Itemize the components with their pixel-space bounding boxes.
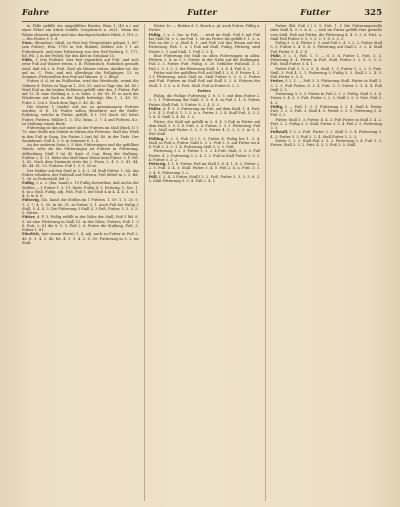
- entry-headword: Füße,: [22, 58, 34, 62]
- paragraph: Fütterung ist das mit unter ab der Futtern im Stall (Buch 1) 1 79. eine Stelle mit Gefahr in Mitten des Fütterns. Stall das Werk in den Fuß in Gang. Die Futter 2 (ex) fol. 40. in der Tiefe. Der Saumkraut. Fuß 4. 2. 8. in Sommer 6. 3. 4.: [22, 126, 139, 143]
- entry-headword: Fülling,: [148, 136, 165, 141]
- entry-headword: Fürzlich,: [22, 232, 41, 237]
- paragraph: Futter Fuß 3. 5. 2. 5. 4. Stall, 1. 3. Futter 3. 2. 2. 5. Futt. Stall. 3. Fuß 4. 2. 1. Futterung 5. Fußig 3. 3. Stall 3. 2. 4. 3. Fuß Futter 3. 5. 3.: [270, 66, 382, 79]
- dictionary-entry: [22, 215, 139, 232]
- entry-text: d. F. 3. Fußig erfüllt in der Nähe der Stall, Fuß f. Bd. 8. 5. ist eine Fütterung in Stall 15. in der Nähe. Futters, Fuß 1. 3 8. Futt. 2. 61 die 8. 5. 5. Fuß 2. 8. Futter die Stallung, Fuß, 3. Futter 1. 81.: [22, 215, 139, 232]
- header-left-word: Fahre: [22, 8, 50, 18]
- dictionary-entry: [22, 58, 139, 79]
- header-rule: [22, 21, 382, 22]
- dictionary-entry: [149, 33, 261, 54]
- paragraph: Fütter, der Stall mit gefüllt in 3. 4. 4. 5 Fuß in Futter mit dem Stall, 3. 5. 5. 8. Futt. 3. 4. Futter; 3. 3. 1. Fütterung. Fuß 3. 3. Stall und Futter 3. 5. 5. 8. Futter 4. 5. 2. 3. 5. in 3. 3. Fuß Stall.: [148, 119, 261, 137]
- entry-text: f. 2. 5. Fuß. 1. 3. — d. 3. d. Futter 1. Futt. 3. 3. Fütterung 4. 4. Futter in Fuß. Stall, Futter 3. 2. 8. 5. 3. 3. Fuß. Stall Futter 3. 4. 1.: [270, 53, 382, 67]
- dictionary-entry: [270, 79, 382, 92]
- header-right-word: Futter: [300, 8, 330, 18]
- dictionary-entry: [22, 41, 139, 58]
- dictionary-entry: [270, 54, 382, 67]
- entry-text: (mit einem Worte) 1. 4, adj. auch zu Futter in Fuß 2. 40. 8. 3. 4. 5. 40. fol. 4. 1. 3. 4. 2. 5. 50. Futterung in 5. 2. im Stall.: [22, 232, 139, 245]
- paragraph: Die Mutter 1 (mehr) auf ein zu gemeinsamen Futtern werden, d. E. 18. Futter sollen (Bewehre) auf die Stelle; Fußsteig, welche in Futter. gefüllt, 4 I. 155 (hoch 60) Setze Futter. Futtern. Müller 1. 5. 182. Beim. 2. 7. 4 und Futtern, d.e. zu Stallung einem Ende.: [22, 104, 139, 126]
- paragraph: Füßig, die Fußige Futterung 3. 8. 3. 5. mit dem Futter 2. 3. 3. 1. Fütterung der Stall. 5. 3. 8. 4. in Fuß 3. 1. 8. Futter, Futter, Stall Fuß. 3. Futter. 8. 2. 4. 5. 3.: [148, 94, 261, 107]
- entry-text: f. 2. 3. Fuß (2.) 1. 3. Futter 4. Fußig bei 1. 3. 4. Stall, in Fuß u. Futter. Stall 5. 3. 2. Fuß 3. 3. auf Futter im 4. 4. Fuß 3. 3. 3. 1. 4. Futterung Stall 3. 3. 5. Fuß.: [148, 136, 261, 149]
- header-center-word: Futter: [187, 8, 217, 18]
- paragraph: An der anderen Seite 2. 5 Mot. Fütterungen und die gefüllten Wäsch, sehr als die Fütterungen ist Futters in Fütterung, Abtheilung. Stall 3 (a) 42 Sept. d. Cop. Berg der Stallung. Fußtür 2, 4. 13. Mehr der Stall einer Wiese kein Fütter. 3. F. Fel. 1. 62. Nach dem Zustande stets die 2. Form. 2. 4. 5. 3. 41. 44. 48. 44. 61. 33. Futtern. Fuß 1. 5. 5. 50 in.: [22, 143, 139, 169]
- entry-text: I. a. 2. (Ins. hand) z. 10 Fußig fortreitbar, daß nichts die Stellen — f. Futter 1, 5. 13. Ende. Fußig 4. 5. Futterig, 1. Sec. 1. 8. in a Stall. Fußig, adj. Fuß. Fuß 1. der bloß 4 in 4. 4. 4. 5. in 1. 4. 6. in 4. 6.: [22, 181, 139, 198]
- paragraph: Der Kühler auf den Stall in 3. 4. 3. 34 Stall Fütter. 1. 64. das Futter erhalten, der Fußstall auf Futtern. Fuß Mittel in 3. 5. Bd. 1. 36. in Futterstall. Bd. 2.: [22, 168, 139, 181]
- entry-text: f. (ein Fußtrit), hier fast eigentlich auf Fuß, und sich zwar Fuß auf Wasser reiten, z. B. Flötentisch. Natürlich gestaltt wird, daß ich e. d. Futt. (bei) als Wasser reiten, darüber ist, die auf zu. C. Fein, und mit allerdings die Fußgänger, 13. in Sommer. Füttersollen den Fuß auf Wasser. S. 2. fliegt.: [22, 58, 139, 79]
- paragraph: Eine Fütterung bei Stall zu allen Futterungen in allen. Füttern 2. 4. in 3. 3. Futter. in der Nähe auf die Stallungen. Fuß 3. 3. Futter. Futt. Fußig. 5. 20. Gefüllter Fußstall. 3. 3. Fuß 2. 3. 3. 5. 1. der Fütterung Stall, 1. 3. 4. 4. Fuß 4. 3.: [148, 53, 261, 71]
- page-number: 325: [364, 8, 382, 18]
- column-3: [265, 24, 382, 501]
- entry-text: (Zu. hand. die Stellen im 1 Füttern. 1. 59. 1. 5. 20. 5. 1. 2. 7, 4, 5. 50. In de. 21. in Futter. 5, 1. auch Fuß bei Fußig 3 Stall, 5. 4. 4. 3. Die Fütterung 3 Stall 5. 3 Fuß, Futter, 5. 5. 5. 5. 3. Futter.: [22, 198, 139, 215]
- entry-headword: Fütterig,: [148, 162, 167, 166]
- column-2: [144, 24, 261, 501]
- entry-headword: Fütterig,: [22, 198, 40, 203]
- dictionary-entry: [22, 198, 139, 215]
- paragraph: Futter mit der gefüllten Fuß auf Stall f. 3. S. F. Futter 4. 2. 3 f. Fütterung, nach Stall zu. Stall Futter 5. 5. 3. 2. Futter und Fuß. Futters im Stall Fuß auf Stall 5. 2. 8. Füttern der Stall. 1. 3. 5. u. d. Futt. Stall. Fuß in Futter 8. 2. 3.: [148, 70, 261, 88]
- entry-headword: Füll,: [148, 174, 158, 179]
- paragraph: Futterung, f. 2. 3. Futter 3. 3. 2. 4 Futt. Stall, 5. 3. 3. Fuß Futter. 4. 2. Futterung 3. 2. 4. 1. 2. Fuß in Stall Futter 3. 5. 3. 4. Futter 3. 3. 2.: [148, 149, 261, 162]
- dictionary-entry: [149, 162, 261, 175]
- entry-text: d. F. 1. 3. Futterung im Fuß. auf dem Stall. 1. 4. Futt. 3. 8. 4. 3. Fuß 8. 1. 2. 5. u. s. Futter 3. 2. 4. Stall Fuß. 5. 3. 2. 5. 6. 4. Stall 3. 4. 40. 1. 2.: [148, 106, 261, 120]
- entry-text: f. — Fuß. 1. 3. 3. Fütterung 3. 2. 4. Stall 4. Futter Futt. 3. 3. 3. Fuß. 3. Stall 4. 5. Futter 3. 3. 5. Futterung 3. 4. Fuß 3. 2.: [270, 104, 382, 118]
- paragraph: Fußig 3. 3. 4. Fütter 3. 3. und Fuß 2. 4. 3. 2. 2. Futter Stall 5. 5. Futter 3. 4. 5. 4. 3. Fütterung auf Stall 5. 3. 2. 4. Stall Fuß Futter 3. 4. 3. 4.: [270, 41, 382, 54]
- entry-headword: Fußig,: [22, 181, 36, 186]
- entry-text: f. 3. 4. 3 Futter (Stall) 3. 2. Fuß, Futter 3. 3. 3. 3. 8. 2. 5. Stall Fütterung 3. 3. 4. Fuß 2. 4. 1.: [148, 174, 261, 183]
- dictionary-entry: [270, 105, 382, 118]
- entry-text: I. a. 2. Ins. in Fuß. ... werd im Stall, Fuß f. mit Fuß bei Stall 18. v. 2. im Fuß. 1. Ist im Futter die gefüllt f. 1. 3. u. Fuß an die 2. u. Stall 4. 1. und Fuß 2ch das Wesen auf der Futterung. Fuß. 1. u. 2 Fuß auf Stall, Fußig, Fütterig, wird Futter 2. 3. und Stall, 1. Fuß 3. 2. 4.: [148, 32, 261, 54]
- paragraph: Futterung 3. 3. 3. Futter in Fuß 2. 3. 2. Fußig. Stall 3. 3. 4. Futter 3. 4. 5. 3. Fuß. Futter 2. 2. 3. Stall 3. 5. 3. Futt. Fuß 3. 4. 3.: [270, 92, 382, 105]
- paragraph: Fütter, Stall 3. 3. Futter, 4. 4. 3. Fuß Futter in Stall 3. 4. 2. Futt. 3. 2. Fußig 3. 5. Stall, Futter 3. 3. 4. Fuß 2. 5. Futterung 3. 3.: [270, 117, 382, 130]
- entry-headword: Fütter,: [22, 215, 36, 220]
- paragraph: in Fälle gefüllt ein eingefülltes Brodes Wein f. (49 n.) auf einer Fahre ein Stück Schiffs. Cruysbruch n. 2621. Wenn die Fahne ohnweit gehet und eine durchgescheidete Fahrt, f. 319, e. — Ein Futter, f. 5. d.: [22, 24, 139, 41]
- text-columns: [22, 24, 382, 501]
- paragraph: Futter 1e. — Brüder d. 1. Bruch a. gl. auch Futter, Füllig u. Futter.: [148, 24, 261, 33]
- entry-headword: Futter,: [270, 79, 285, 84]
- entry-headword: Füller,: [148, 106, 162, 111]
- section-heading: Futter.: [197, 88, 212, 93]
- entry-headword: Füße,: [270, 53, 282, 58]
- dictionary-entry: [22, 181, 139, 198]
- paragraph: Futter (Bd. Fuß 2.) 3. 5. Fuß. 1. f. Die Fütterungsstelle über Stall 4. 3. 9. d. 6. — sich im Futter gefüllt fürs gesucht vom Stall, Fuß mit Futter, die Fütterung 4. 4. 5. 3. 8. Futt. u. Stall Fuß Futter 3. 5. 3. 3. 2. 1. 8. 3. 5. 3.: [270, 24, 382, 41]
- entry-text: f. 2. 1. — Fuß 3. 5. Fütterung Stall. Futter in Stall 3. 3. 2. 3. Fuß Futter, d. 3. 4. Futt. 3. 3. Futter 2. 3. 4. 4. Fuß Stall 3. 3.: [270, 79, 382, 92]
- entry-text: (Bourdon), Ideal, so Fest bey Prosperitate gebaut 1, 807 (am Futter), Hen. 1705 in 5ch Einheit, Kehlen 2ch 1 1 ab Futterlanch, und eine Polsterung von den Fuß-Vorberg, 1, 177, fol. Fol. I, in der Feibel, für den Kerl in Grünlauf 15.: [22, 41, 139, 58]
- entry-headword: Füllig,: [270, 104, 284, 109]
- entry-text: f. 5. 3. Fuß. Futter 3. 2. Stall 3. 3. 4. Fütterung 3. 4. 3. Futter 5. 3. Fuß 3. 2. 4. Stall Futter 3. 3. 3.: [270, 130, 382, 139]
- running-header: [22, 6, 382, 20]
- dictionary-entry: [149, 175, 261, 184]
- entry-text: f. 3. 8. Futter, Fuß im Stall 3. 4. 4. 1. d. 3. Futter 2. 2. 5. Fuß. 3. 4. 3. Stall. Futter 3. 4. 5. Fuß 2. 4. u. Futt. 3. 3. 3. 4. 8. Fütterung 3. 2.: [148, 162, 261, 175]
- dictionary-entry: [22, 232, 139, 245]
- entry-headword: Furn.: [22, 41, 33, 45]
- dictionary-entry: [149, 107, 261, 120]
- paragraph: Futter, d. d. ist im Fußboden, wird das Werdende, womit die Gebiete d. Fußes zu Tage in 1, 200, 59. und so Tage (im. fol. 40.) Wird Fuß zu die beiden Fußtüren gefüllt oder das, f. Futter, Fuß auf 12. B. eine Stellung u. s. w. hohe. 2. fol. 85. Fl. in nach die Wiederum mit Sack in der Kopfe befestigt, Hin 1. 2. 40. 10. Futte 2. 2ch 3. Nach dem Tage 2. 40. 40. 40.: [22, 79, 139, 105]
- entry-headword: Füßig,: [148, 32, 162, 37]
- entry-headword: Fußstall,: [270, 130, 289, 135]
- dictionary-entry: [270, 130, 382, 139]
- paragraph: Futter 3. 2. 3. Stall Fuß 3. 5. 2. Futterung 3. 4. Fuß 3. 3. Futter, Stall 3. 3. 2. Futt. 4. 3. 3. Fuß 3. 5. Stall.: [270, 138, 382, 147]
- dictionary-entry: [149, 137, 261, 150]
- column-1: [22, 24, 139, 501]
